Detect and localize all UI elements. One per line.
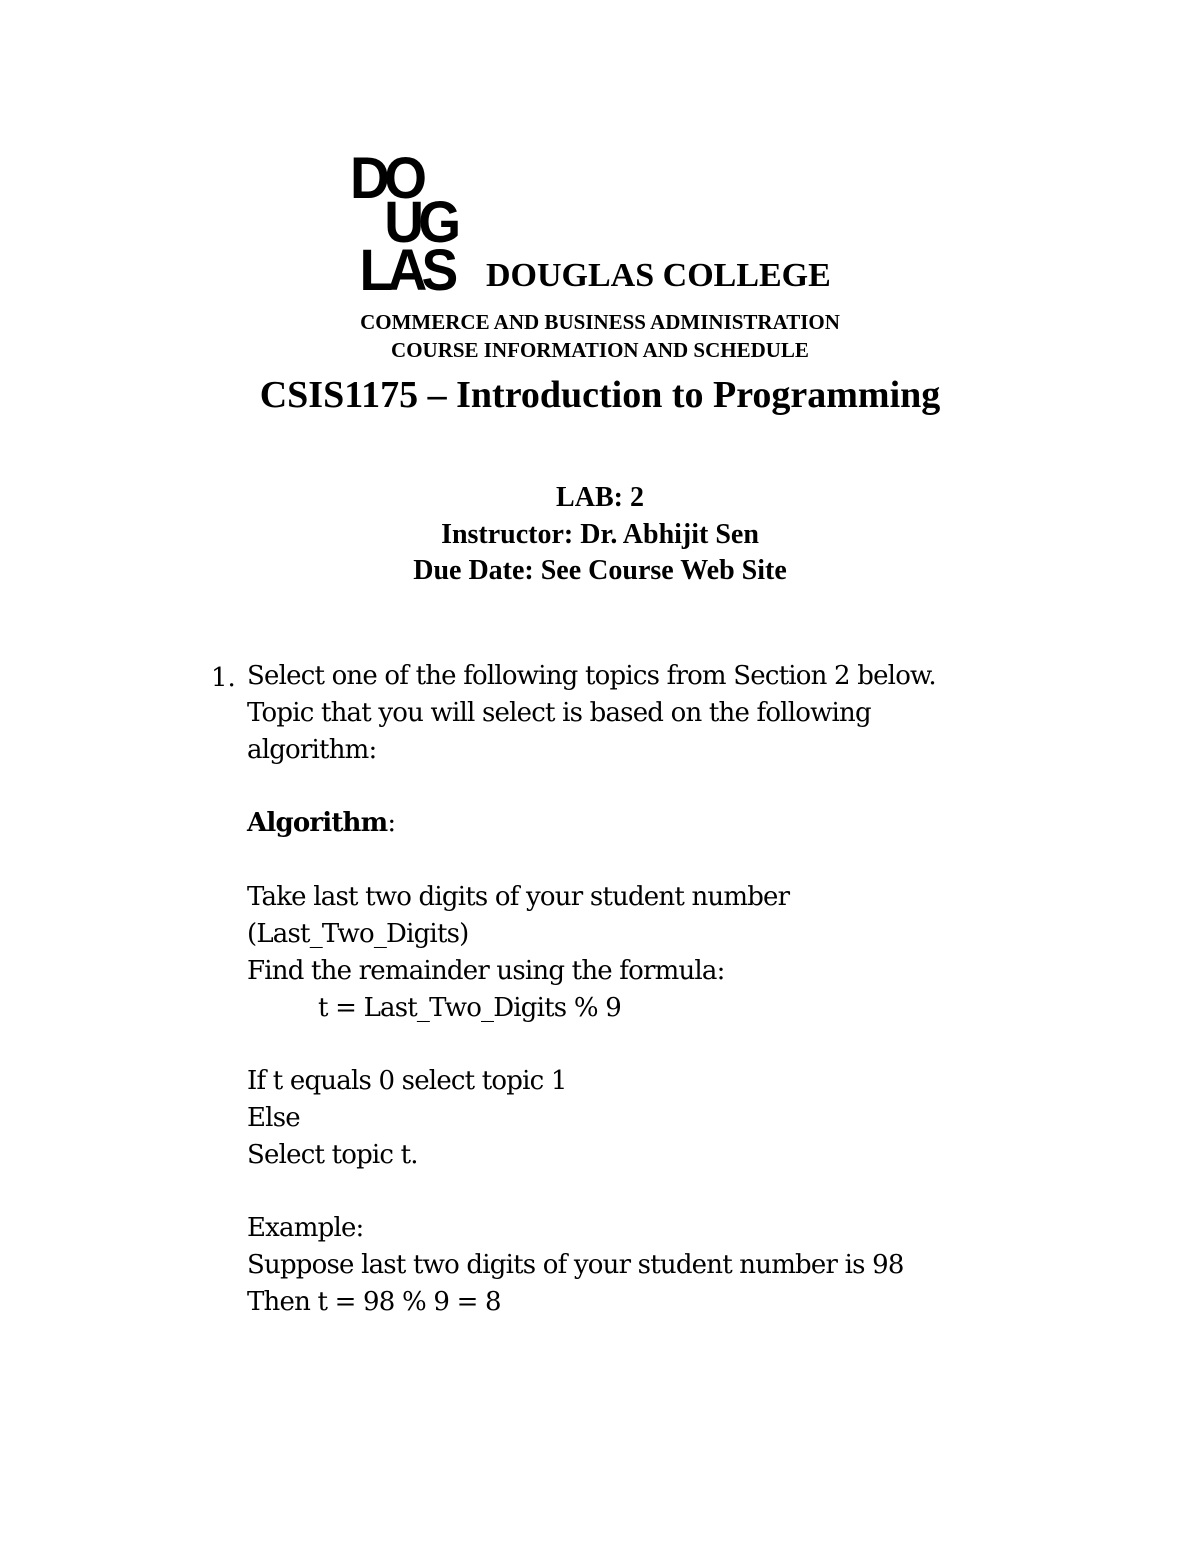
department-title: COMMERCE AND BUSINESS ADMINISTRATION: [360, 310, 840, 334]
due-date-line: Due Date: See Course Web Site: [413, 555, 787, 586]
condition-line-3: Select topic t.: [247, 1140, 418, 1170]
course-info-title: COURSE INFORMATION AND SCHEDULE: [391, 338, 809, 362]
example-line-1: Suppose last two digits of your student number is 98: [247, 1250, 904, 1280]
algorithm-line-1: Take last two digits of your student number: [247, 882, 790, 912]
condition-line-2: Else: [247, 1103, 300, 1133]
algorithm-heading-colon: :: [387, 808, 396, 838]
algorithm-heading: [247, 810, 395, 836]
logo-line-1: DO: [350, 146, 422, 211]
course-title: CSIS1175 – Introduction to Programming: [259, 374, 941, 416]
logo-line-2: UG: [384, 190, 456, 255]
instructor-line: Instructor: Dr. Abhijit Sen: [441, 519, 759, 550]
example-heading: Example:: [247, 1213, 364, 1243]
instruction-line-1: Select one of the following topics from Section 2 below.: [247, 661, 936, 691]
algorithm-line-3: Find the remainder using the formula:: [247, 956, 725, 986]
algorithm-line-2: (Last_Two_Digits): [247, 919, 469, 949]
formula-line: t = Last_Two_Digits % 9: [318, 993, 621, 1023]
logo-line-3: LAS: [359, 238, 453, 303]
condition-line-1: If t equals 0 select topic 1: [247, 1066, 567, 1096]
college-name: DOUGLAS COLLEGE: [486, 257, 831, 294]
algorithm-heading-label: Algorithm: [247, 808, 388, 838]
instruction-line-2: Topic that you will select is based on the following: [247, 698, 871, 728]
douglas-logo: [350, 146, 483, 303]
instruction-line-3: algorithm:: [247, 735, 377, 765]
example-line-2: Then t = 98 % 9 = 8: [247, 1287, 501, 1317]
lab-number: LAB: 2: [556, 482, 644, 513]
list-item-number: 1.: [211, 663, 236, 693]
